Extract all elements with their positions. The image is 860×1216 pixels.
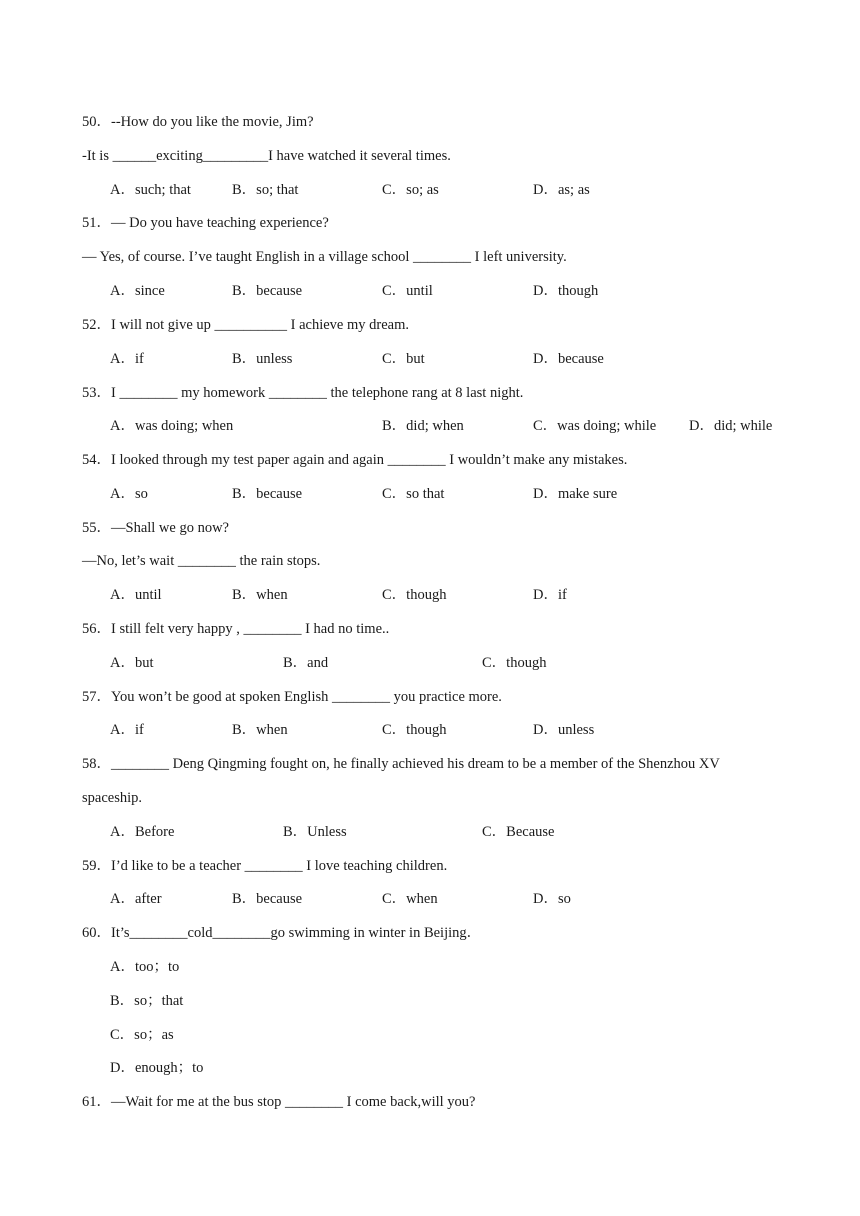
option-b: B．so；that: [110, 993, 184, 1009]
question-stem: 52．I will not give up __________ I achieve my dream.: [82, 317, 409, 333]
option-a: A．so: [110, 486, 148, 502]
option-d: D．because: [533, 351, 604, 367]
option-a: A．such; that: [110, 182, 191, 198]
option-a: A．if: [110, 722, 144, 738]
option-d: D．as; as: [533, 182, 590, 198]
option-c: C．though: [382, 722, 447, 738]
question-stem: 53．I ________ my homework ________ the telephone rang at 8 last night.: [82, 385, 524, 401]
option-b: B．Unless: [283, 824, 347, 840]
question-stem: 58．________ Deng Qingming fought on, he finally achieved his dream to be a member of the Shenzhou XV: [82, 756, 720, 772]
option-a: A．since: [110, 283, 165, 299]
option-b: B．unless: [232, 351, 293, 367]
question-stem: —No, let’s wait ________ the rain stops.: [82, 553, 321, 569]
option-a: A．after: [110, 891, 162, 907]
option-a: A．too；to: [110, 959, 180, 975]
option-b: B．because: [232, 283, 303, 299]
option-b: B．so; that: [232, 182, 299, 198]
option-d: D．if: [533, 587, 567, 603]
option-a: A．but: [110, 655, 154, 671]
question-stem: 51．— Do you have teaching experience?: [82, 215, 329, 231]
option-c: C．though: [482, 655, 547, 671]
option-c: C．when: [382, 891, 438, 907]
option-d: D．unless: [533, 722, 595, 738]
option-c: C．so；as: [110, 1027, 174, 1043]
option-c: C．though: [382, 587, 447, 603]
option-c: C．was doing; while: [533, 418, 657, 434]
option-c: C．until: [382, 283, 433, 299]
option-c: C．so that: [382, 486, 445, 502]
option-b: B．did; when: [382, 418, 464, 434]
option-b: B．and: [283, 655, 329, 671]
option-a: A．Before: [110, 824, 175, 840]
option-b: B．because: [232, 486, 303, 502]
question-stem: — Yes, of course. I’ve taught English in a village school ________ I left university.: [82, 249, 567, 265]
option-d: D．enough；to: [110, 1060, 204, 1076]
option-d: D．so: [533, 891, 571, 907]
option-c: C．Because: [482, 824, 555, 840]
option-d: D．make sure: [533, 486, 618, 502]
question-stem: 54．I looked through my test paper again and again ________ I wouldn’t make any mistakes.: [82, 452, 628, 468]
question-stem: 50．--How do you like the movie, Jim?: [82, 114, 314, 130]
option-a: A．if: [110, 351, 144, 367]
question-stem: 61．—Wait for me at the bus stop ________ I come back,will you?: [82, 1094, 476, 1110]
question-stem: spaceship.: [82, 790, 142, 806]
option-a: A．until: [110, 587, 162, 603]
question-stem: 56．I still felt very happy , ________ I had no time..: [82, 621, 390, 637]
option-a: A．was doing; when: [110, 418, 234, 434]
option-d: D．though: [533, 283, 599, 299]
question-stem: 60．It’s________cold________go swimming in winter in Beijing．: [82, 925, 482, 941]
question-stem: 55．—Shall we go now?: [82, 520, 229, 536]
option-c: C．so; as: [382, 182, 439, 198]
question-stem: -It is ______exciting_________I have watched it several times.: [82, 148, 451, 164]
question-stem: 57．You won’t be good at spoken English ________ you practice more.: [82, 689, 502, 705]
option-b: B．because: [232, 891, 303, 907]
option-d: D．did; while: [689, 418, 773, 434]
option-b: B．when: [232, 587, 288, 603]
option-c: C．but: [382, 351, 425, 367]
option-b: B．when: [232, 722, 288, 738]
question-stem: 59．I’d like to be a teacher ________ I love teaching children.: [82, 858, 448, 874]
